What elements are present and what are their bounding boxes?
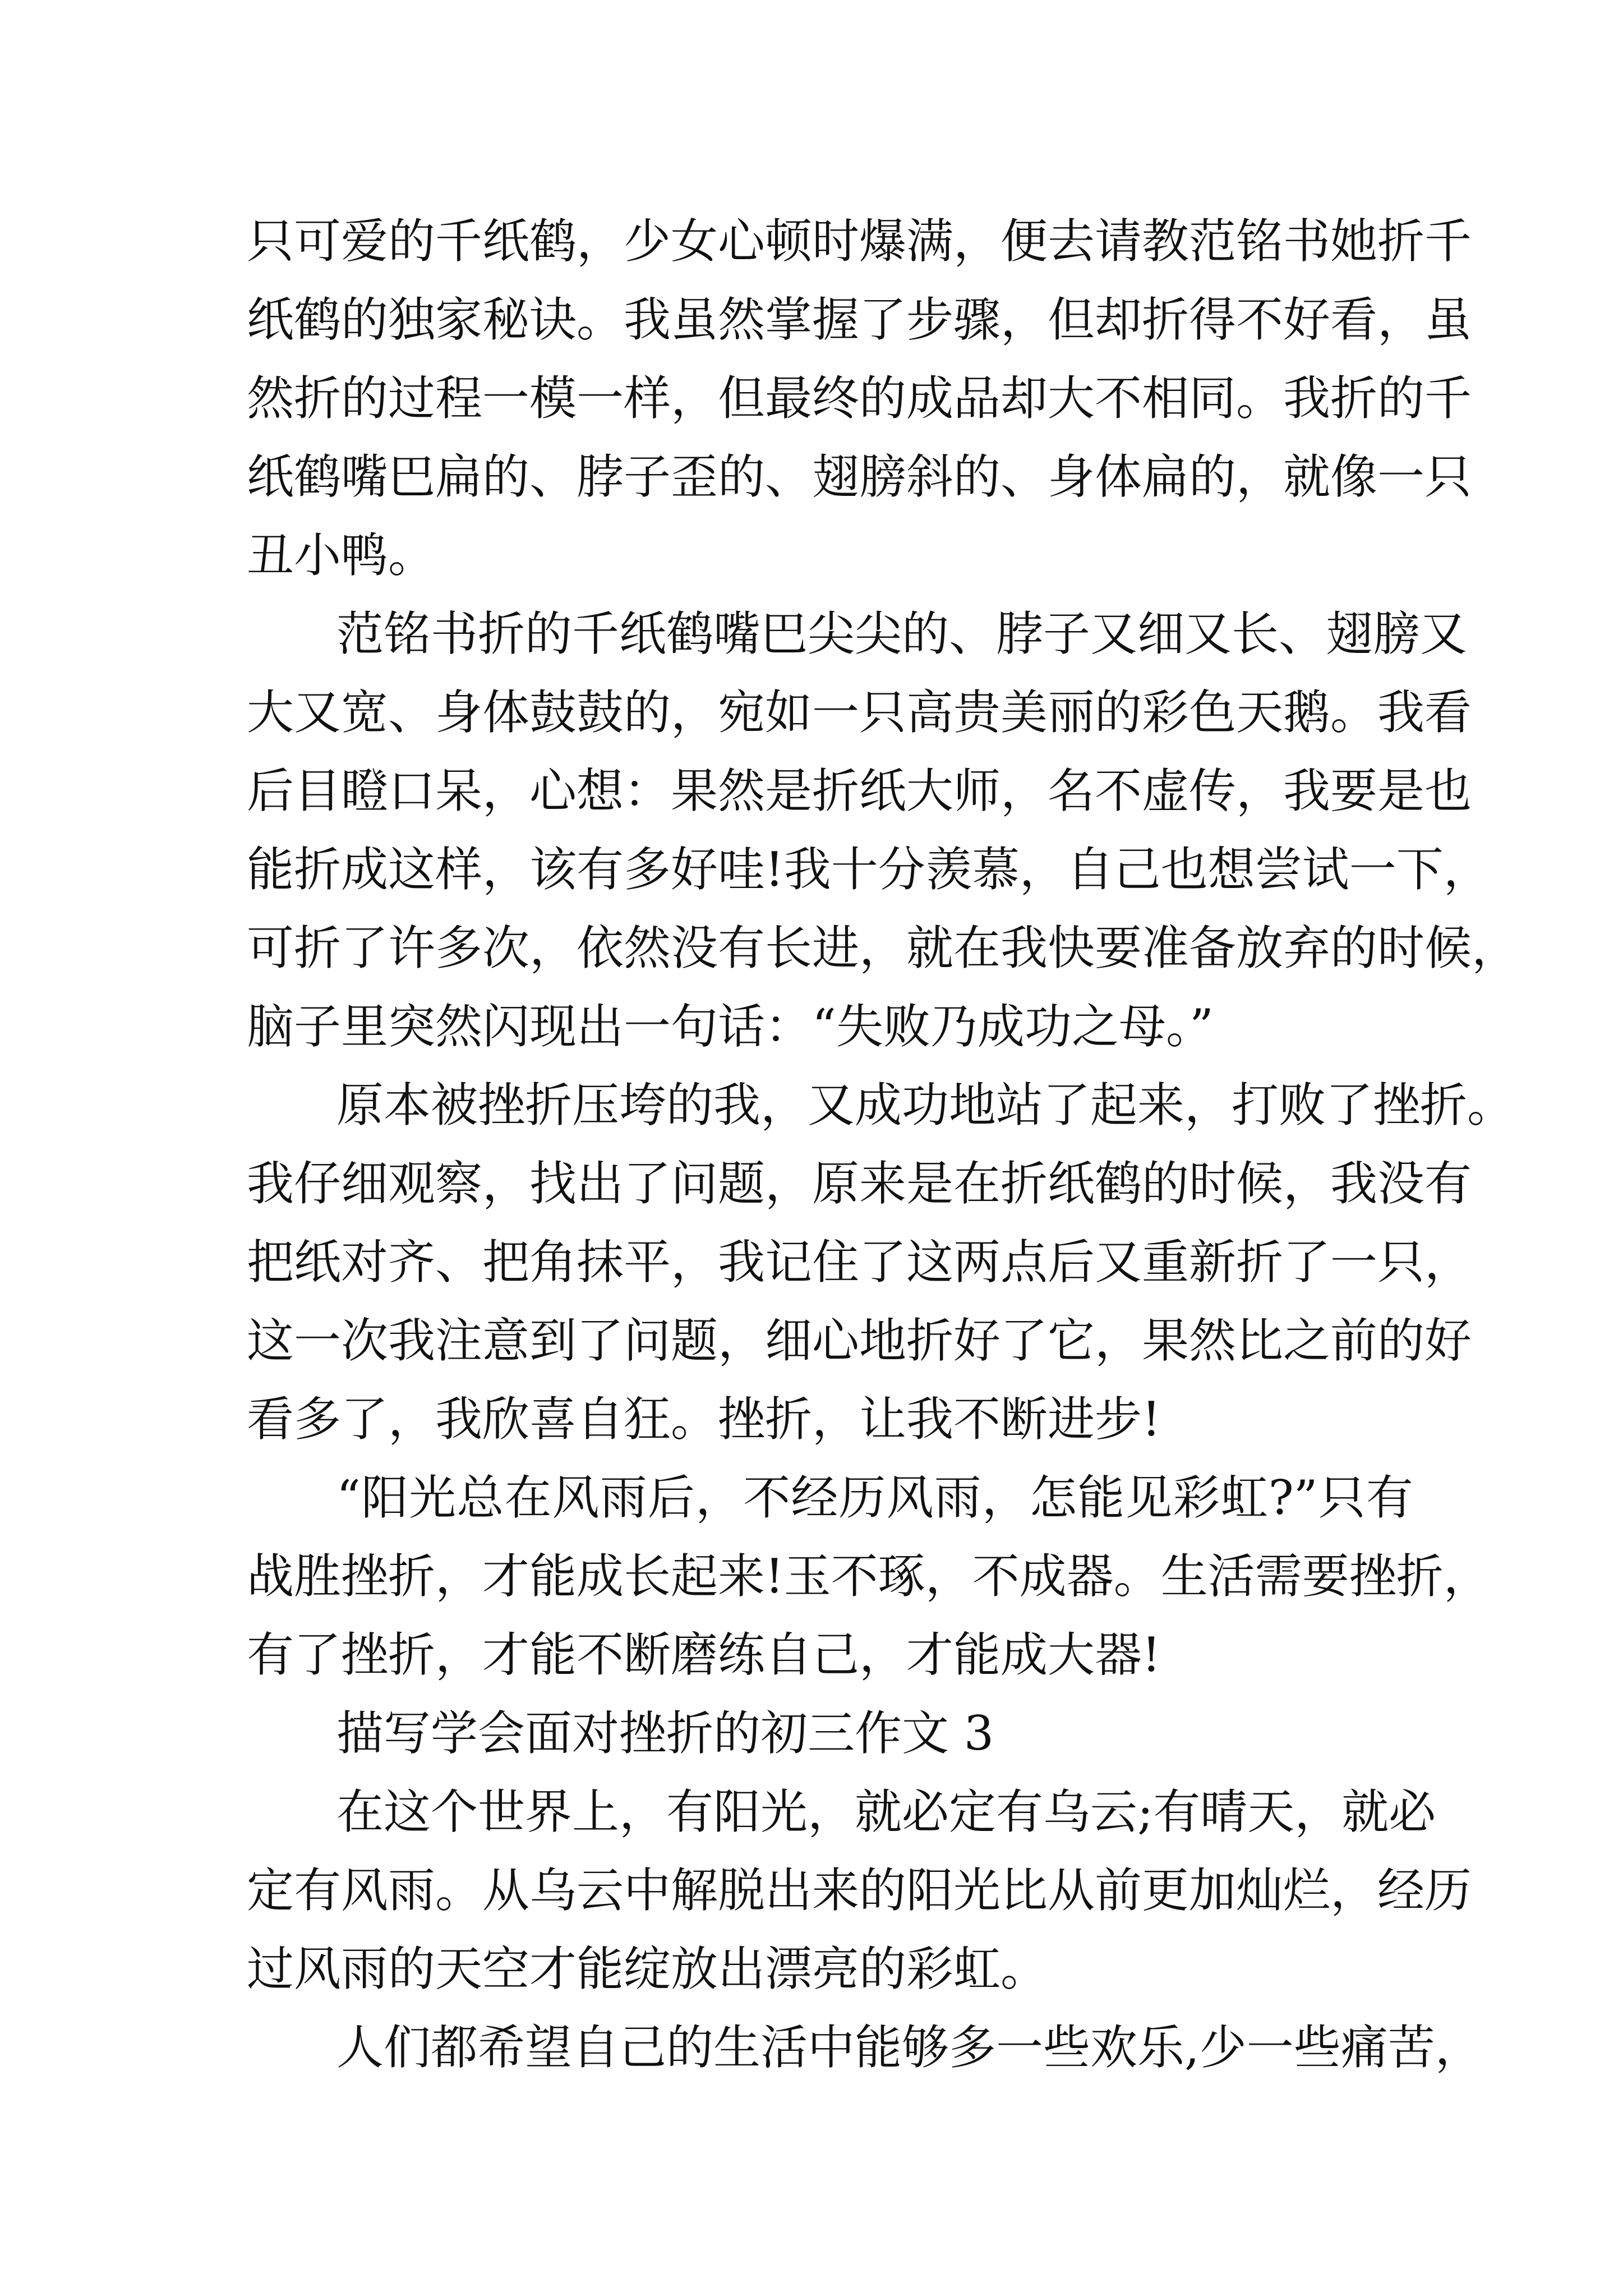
- paragraph-first-line: 原本被挫折压垮的我，又成功地站了起来，打败了挫折。: [336, 1078, 1515, 1133]
- text-line: 后目瞪口呆，心想：果然是折纸大师，名不虚传，我要是也: [247, 763, 1472, 818]
- section-heading: 描写学会面对挫折的初三作文 3: [336, 1706, 994, 1761]
- text-line: 看多了，我欣喜自狂。挫折，让我不断进步!: [247, 1392, 1161, 1447]
- text-line: 能折成这样，该有多好哇!我十分羡慕，自己也想尝试一下，: [247, 842, 1491, 897]
- text-line: 把纸对齐、把角抹平，我记住了这两点后又重新折了一只，: [247, 1235, 1472, 1290]
- text-line: 这一次我注意到了问题，细心地折好了它，果然比之前的好: [247, 1313, 1472, 1368]
- text-line: 战胜挫折，才能成长起来!玉不琢，不成器。生活需要挫折，: [247, 1549, 1491, 1604]
- text-line: 定有风雨。从乌云中解脱出来的阳光比从前更加灿烂，经历: [247, 1863, 1472, 1918]
- text-line: 只可爱的千纸鹤，少女心顿时爆满，便去请教范铭书她折千: [247, 214, 1472, 269]
- text-line: 有了挫折，才能不断磨练自己，才能成大器!: [247, 1627, 1161, 1682]
- text-line: 然折的过程一模一样，但最终的成品却大不相同。我折的千: [247, 371, 1472, 426]
- text-line: 丑小鸭。: [247, 528, 436, 583]
- text-line: 过风雨的天空才能绽放出漂亮的彩虹。: [247, 1941, 1048, 1996]
- text-line: 我仔细观察，找出了问题，原来是在折纸鹤的时候，我没有: [247, 1156, 1472, 1211]
- text-line: 纸鹤嘴巴扁的、脖子歪的、翅膀斜的、身体扁的，就像一只: [247, 449, 1472, 504]
- text-line: 纸鹤的独家秘诀。我虽然掌握了步骤，但却折得不好看，虽: [247, 292, 1472, 347]
- paragraph-first-line: “阳光总在风雨后，不经历风雨，怎能见彩虹?”只有: [336, 1470, 1413, 1525]
- paragraph-first-line: 在这个世界上，有阳光，就必定有乌云;有晴天，就必: [336, 1784, 1436, 1839]
- text-line: 大又宽、身体鼓鼓的，宛如一只高贵美丽的彩色天鹅。我看: [247, 685, 1472, 740]
- text-line: 可折了许多次，依然没有长进，就在我快要准备放弃的时候，: [247, 921, 1519, 976]
- paragraph-first-line: 人们都希望自己的生活中能够多一些欢乐,少一些痛苦，: [336, 2020, 1482, 2075]
- paragraph-first-line: 范铭书折的千纸鹤嘴巴尖尖的、脖子又细又长、翅膀又: [336, 606, 1468, 661]
- text-line: 脑子里突然闪现出一句话：“失败乃成功之母。”: [247, 999, 1214, 1054]
